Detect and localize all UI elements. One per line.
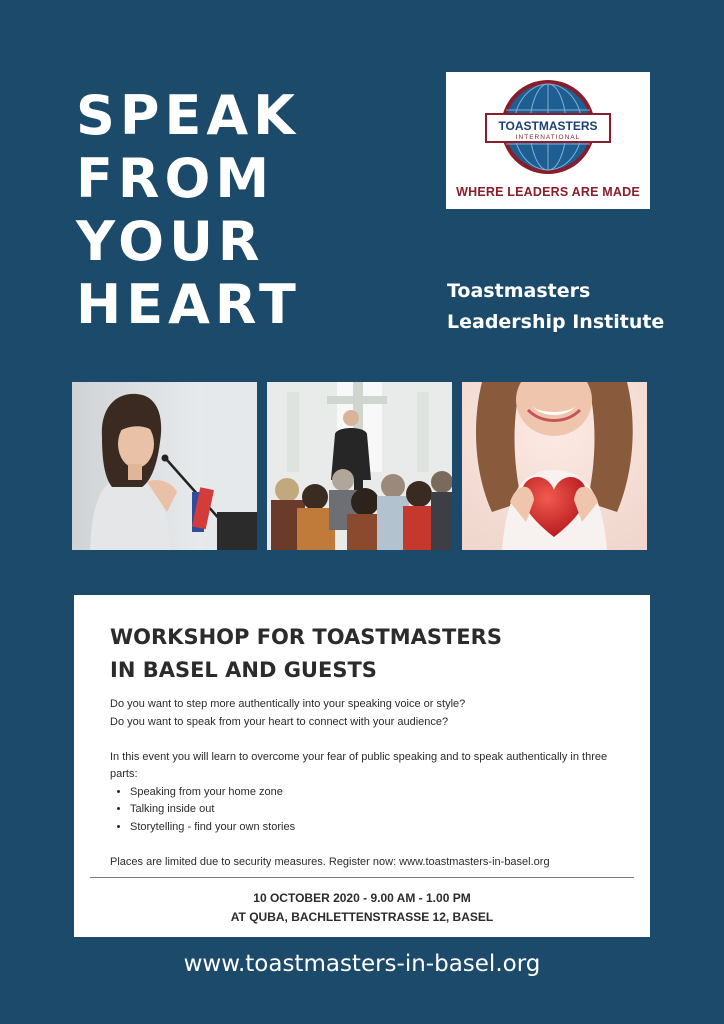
headline [76,84,301,336]
workshop-card [74,595,650,937]
event-date: 10 OCTOBER 2020 - 9.00 AM - 1.00 PM [253,891,471,905]
organizer-line-2: Leadership Institute [447,311,665,333]
registration-note: Places are limited due to security measures. Register now: www.toastmasters-in-basel.org [110,855,550,868]
audience-and-speaker-photo [267,382,452,550]
toastmasters-logo [446,72,650,209]
logo-name: TOASTMASTERS [498,119,598,133]
headline-line-2: FROM [76,147,275,210]
workshop-title-line-2: IN BASEL AND GUESTS [110,658,377,682]
logo-subname: INTERNATIONAL [515,134,581,141]
workshop-title-line-1: WORKSHOP FOR TOASTMASTERS [110,625,502,649]
parts-list [110,784,630,837]
woman-holding-heart-photo [462,382,647,550]
list-item: • Speaking from your home zone [130,784,630,802]
headline-line-3: YOUR [76,210,265,273]
event-intro: In this event you will learn to overcome your fear of public speaking and to speak authentically in three parts: [110,750,608,780]
headline-line-1: SPEAK [76,84,300,147]
website-url: www.toastmasters-in-basel.org [183,951,541,977]
headline-line-4: HEART [76,273,301,336]
workshop-title [110,621,502,687]
organizer-line-1: Toastmasters [447,280,591,302]
organizer-name [447,276,664,338]
divider [90,877,634,878]
event-venue: AT QUBA, BACHLETTENSTRASSE 12, BASEL [230,910,494,924]
workshop-description [110,696,630,871]
list-item: • Talking inside out [130,801,630,819]
list-item: • Storytelling - find your own stories [130,819,630,837]
logo-tagline: WHERE LEADERS ARE MADE [456,185,640,199]
speaker-at-podium-photo [72,382,257,550]
question-2: Do you want to speak from your heart to connect with your audience? [110,715,449,728]
question-1: Do you want to step more authentically into your speaking voice or style? [110,698,466,710]
